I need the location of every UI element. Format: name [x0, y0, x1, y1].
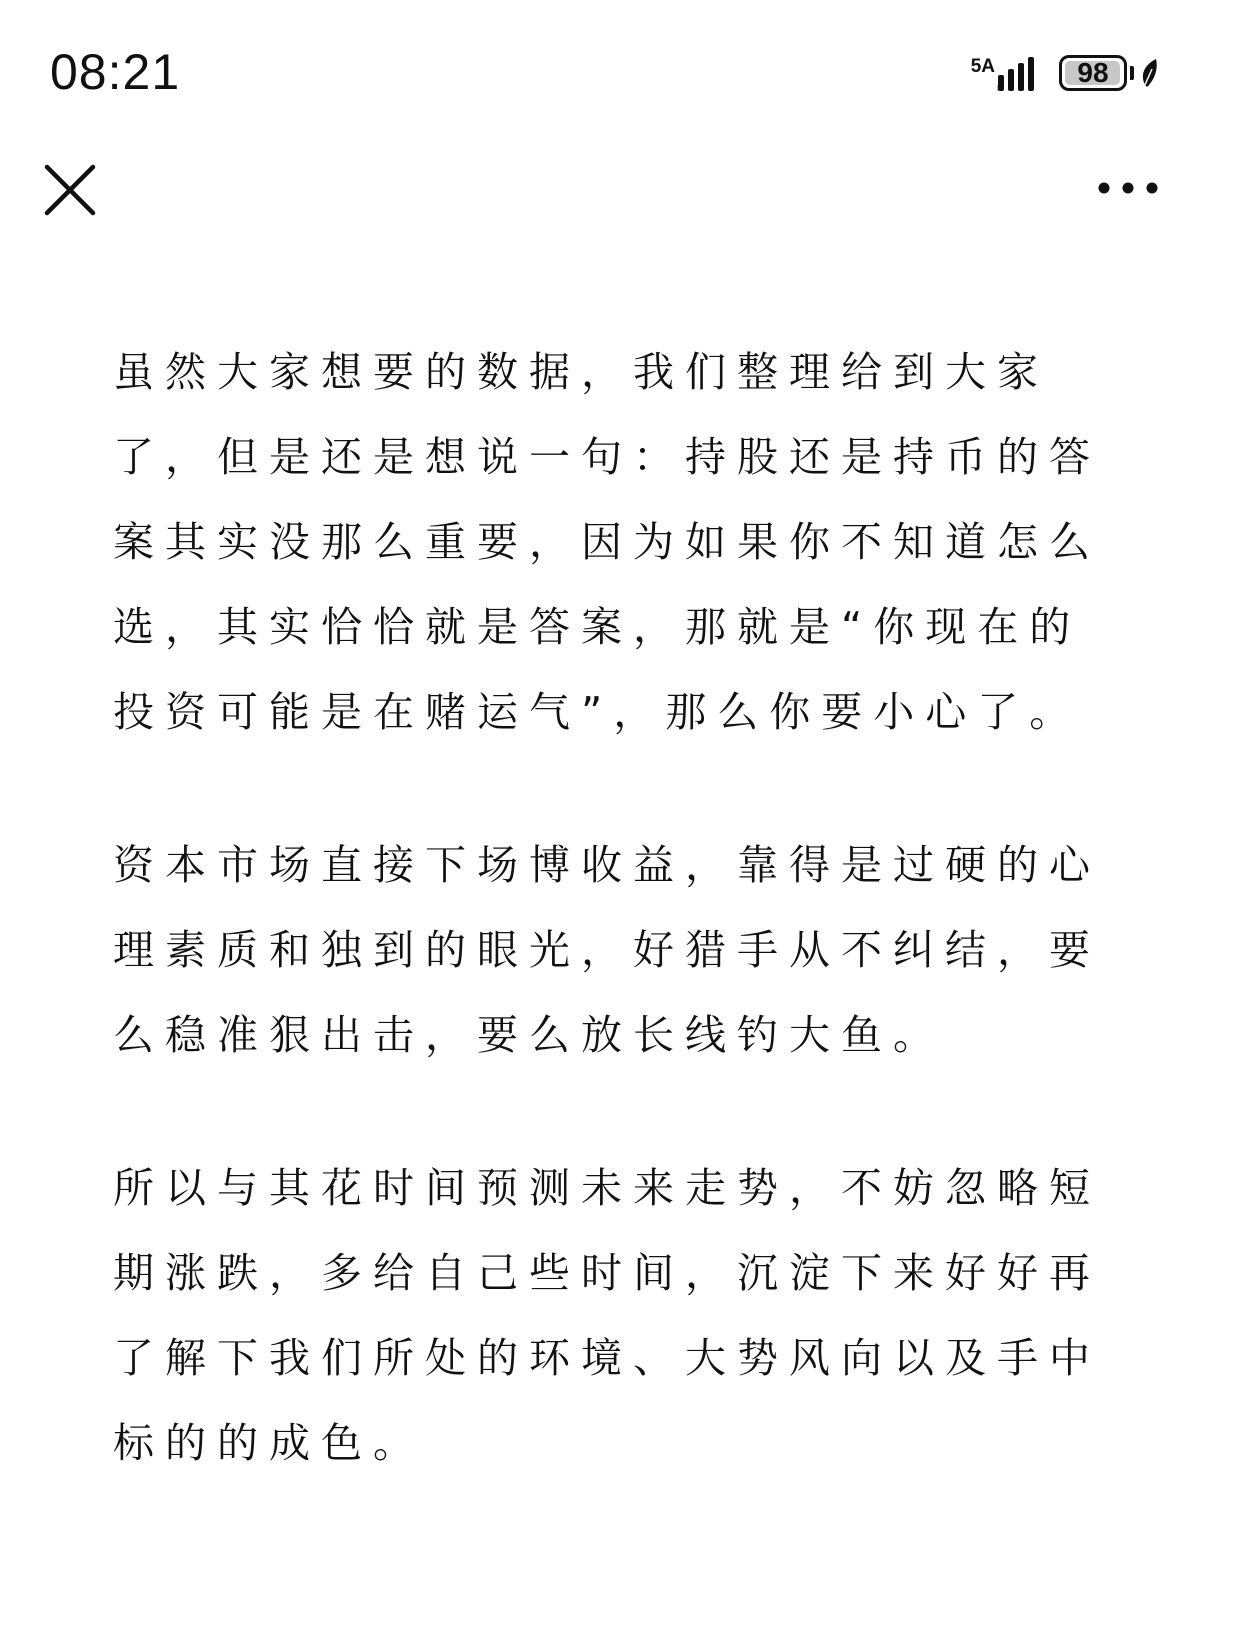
status-time: 08:21 [50, 44, 181, 100]
close-button[interactable] [40, 160, 100, 220]
signal-strength-icon [997, 53, 1045, 93]
battery-percentage: 98 [1077, 57, 1109, 88]
power-saving-leaf-icon [1140, 57, 1160, 89]
more-options-button[interactable] [1096, 170, 1160, 206]
battery-tip [1130, 66, 1134, 80]
network-type-label: 5A [970, 56, 995, 77]
status-icons [971, 48, 1160, 98]
article-paragraph-2: 资本市场直接下场博收益，靠得是过硬的心理素质和独到的眼光，好猎手从不纠结，要么稳准狠出击，要么放长线钓大鱼。 [113, 841, 1101, 1059]
top-navigation [0, 150, 1260, 230]
battery-indicator [1059, 55, 1127, 91]
article-paragraph-1: 虽然大家想要的数据，我们整理给到大家了，但是还是想说一句：持股还是持币的答案其实没那么重要，因为如果你不知道怎么选，其实恰恰就是答案，那就是“你现在的投资可能是在赌运气”，那么你要小心了。 [113, 348, 1101, 736]
more-horizontal-icon [1096, 170, 1160, 206]
article-paragraph-3: 所以与其花时间预测未来走势，不妨忽略短期涨跌，多给自己些时间，沉淀下来好好再了解下我们所处的环境、大势风向以及手中标的的成色。 [113, 1164, 1101, 1467]
status-bar [0, 0, 1260, 140]
article-body [113, 330, 1103, 1554]
close-icon [40, 160, 100, 220]
